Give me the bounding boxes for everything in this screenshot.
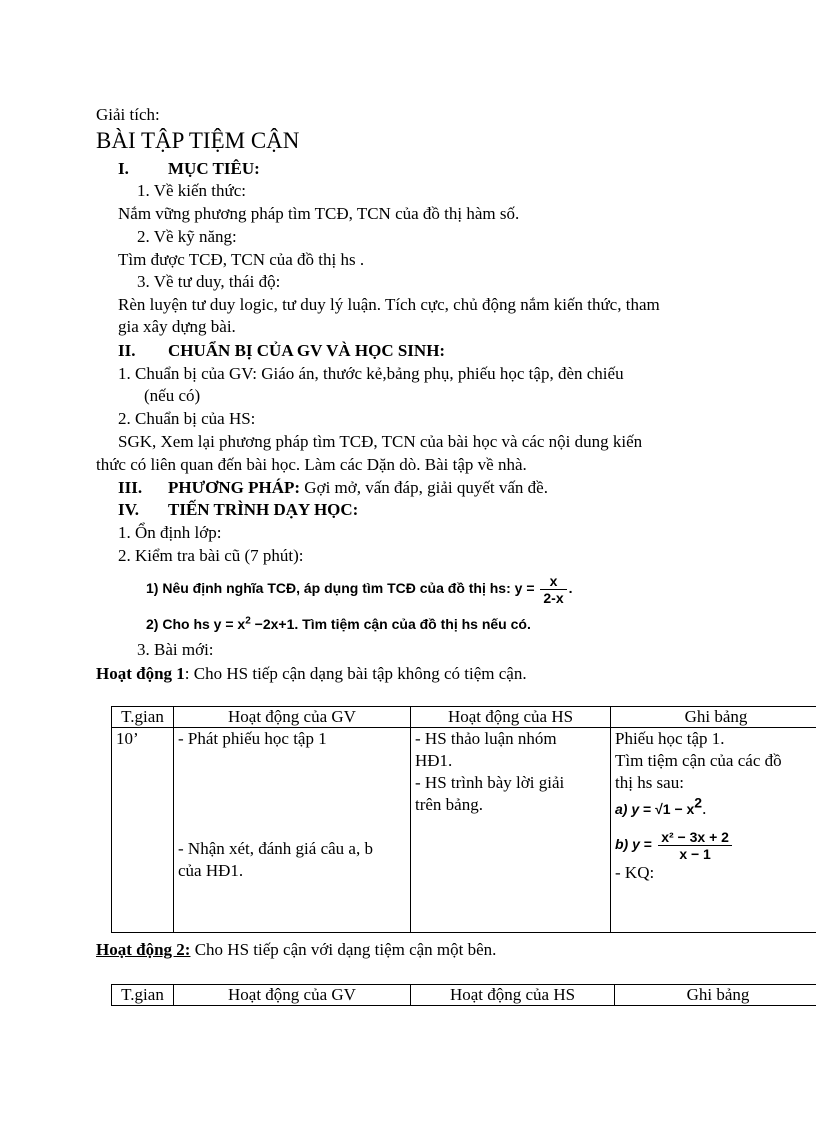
activity-2-text: Cho HS tiếp cận với dạng tiệm cận một bên. — [190, 940, 497, 959]
question-1 — [146, 570, 573, 606]
prep-teacher-text-cont: (nếu có) — [144, 386, 201, 405]
exercise-b-denominator: x − 1 — [679, 845, 711, 862]
prep-student-text-line2: thức có liên quan đến bài học. Làm các Dặn dò. Bài tập về nhà. — [96, 455, 527, 474]
exercise-b-label: b) y — [615, 836, 640, 852]
page-title: BÀI TẬP TIỆM CẬN — [96, 128, 300, 153]
activity-2-table — [111, 984, 816, 1006]
objective-2-heading: 2. Về kỹ năng: — [137, 227, 237, 246]
result-label: - KQ: — [615, 863, 655, 882]
cell-time: 10’ — [112, 728, 174, 933]
objective-1-heading: 1. Về kiến thức: — [137, 181, 246, 200]
cell-teacher-activity — [174, 728, 411, 933]
step-1: 1. Ổn định lớp: — [118, 523, 222, 542]
student-step-1-cont: HĐ1. — [415, 751, 453, 770]
teacher-step-2: - Nhận xét, đánh giá câu a, b — [178, 839, 373, 858]
header-student-activity: Hoạt động của HS — [411, 985, 615, 1006]
exercise-b-numerator: x² − 3x + 2 — [658, 829, 732, 846]
section-2-number: II. — [118, 341, 136, 360]
prep-teacher-label: 1. Chuẩn bị của GV: — [118, 364, 257, 383]
worksheet-title: Phiếu học tập 1. — [615, 729, 725, 748]
question-1-text: 1) Nêu định nghĩa TCĐ, áp dụng tìm TCĐ của đồ thị hs: y = — [146, 580, 535, 596]
header-board-notes: Ghi bảng — [615, 985, 816, 1006]
exercise-b-fraction — [658, 829, 732, 862]
exercise-a-expression: = √1 − x — [639, 801, 695, 817]
header-teacher-activity: Hoạt động của GV — [174, 985, 411, 1006]
header-board-notes: Ghi bảng — [611, 707, 816, 728]
student-step-2-cont: trên bảng. — [415, 795, 483, 814]
section-3-line — [118, 478, 548, 498]
table-row — [112, 728, 816, 933]
section-4-number: IV. — [118, 500, 139, 519]
activity-2-line — [96, 940, 496, 960]
objective-3-text-line1: Rèn luyện tư duy logic, tư duy lý luận. Tích cực, chủ động nắm kiến thức, tham — [118, 295, 660, 314]
prep-student-text-line1: SGK, Xem lại phương pháp tìm TCĐ, TCN của bài học và các nội dung kiến — [118, 432, 643, 451]
header-teacher-activity: Hoạt động của GV — [174, 707, 411, 728]
question-2-text-b: −2x+1. Tìm tiệm cận của đồ thị hs nếu có. — [250, 616, 531, 632]
table-header-row — [112, 985, 816, 1006]
activity-1-text: : Cho HS tiếp cận dạng bài tập không có tiệm cận. — [184, 664, 527, 683]
question-2-text-a: 2) Cho hs y = x — [146, 616, 246, 632]
activity-1-label: Hoạt động 1 — [96, 664, 185, 683]
exercise-a-exponent: 2 — [694, 794, 703, 811]
prep-student-label: 2. Chuẩn bị của HS: — [118, 409, 256, 428]
objective-3-text-line2: gia xây dựng bài. — [118, 317, 236, 336]
step-3: 3. Bài mới: — [137, 640, 214, 659]
activity-1-line — [96, 664, 527, 684]
question-2-exponent: 2 — [245, 615, 251, 627]
subject-label: Giải tích: — [96, 105, 160, 124]
section-1-number: I. — [118, 159, 129, 178]
question-2 — [146, 614, 531, 634]
question-1-numerator: x — [540, 573, 566, 590]
prep-teacher-line — [118, 364, 624, 384]
worksheet-instruction-cont: thị hs sau: — [615, 773, 684, 792]
section-1-title: MỤC TIÊU: — [168, 159, 260, 178]
section-3-number: III. — [118, 478, 143, 497]
activity-2-label: Hoạt động 2: — [96, 940, 191, 959]
table-header-row — [112, 707, 816, 728]
teacher-step-1: - Phát phiếu học tập 1 — [178, 729, 327, 748]
objective-1-text: Nắm vững phương pháp tìm TCĐ, TCN của đồ thị hàm số. — [118, 204, 520, 223]
exercise-b: b) y = $\frac{\text{x² − 3x + 2}}{x - 1}$ — [615, 826, 816, 862]
question-1-period: . — [568, 580, 573, 596]
header-time: T.gian — [112, 707, 174, 728]
exercise-a-period: . — [702, 799, 707, 818]
teacher-step-2-cont: của HĐ1. — [178, 861, 244, 880]
exercise-a-label: a) y — [615, 801, 640, 817]
objective-2-text: Tìm được TCĐ, TCN của đồ thị hs . — [118, 250, 365, 269]
question-1-fraction — [540, 573, 566, 606]
section-3-text: Gợi mở, vấn đáp, giải quyết vấn đề. — [300, 478, 548, 497]
section-4-title: TIẾN TRÌNH DẠY HỌC: — [168, 500, 359, 519]
student-step-1: - HS thảo luận nhóm — [415, 729, 557, 748]
header-time: T.gian — [112, 985, 174, 1006]
student-step-2: - HS trình bày lời giải — [415, 773, 565, 792]
exercise-a — [615, 794, 816, 820]
question-1-denominator: 2-x — [543, 589, 564, 606]
activity-1-table — [111, 706, 816, 933]
worksheet-instruction: Tìm tiệm cận của các đồ — [615, 751, 782, 770]
section-3-title: PHƯƠNG PHÁP: — [168, 478, 301, 497]
section-2-title: CHUẨN BỊ CỦA GV VÀ HỌC SINH: — [168, 341, 446, 360]
prep-teacher-text: Giáo án, thước kẻ,bảng phụ, phiếu học tập, đèn chiếu — [256, 364, 624, 383]
objective-3-heading: 3. Về tư duy, thái độ: — [137, 272, 281, 291]
step-2: 2. Kiểm tra bài cũ (7 phút): — [118, 546, 304, 565]
cell-student-activity — [411, 728, 611, 933]
cell-board-notes — [611, 728, 816, 933]
header-student-activity: Hoạt động của HS — [411, 707, 611, 728]
